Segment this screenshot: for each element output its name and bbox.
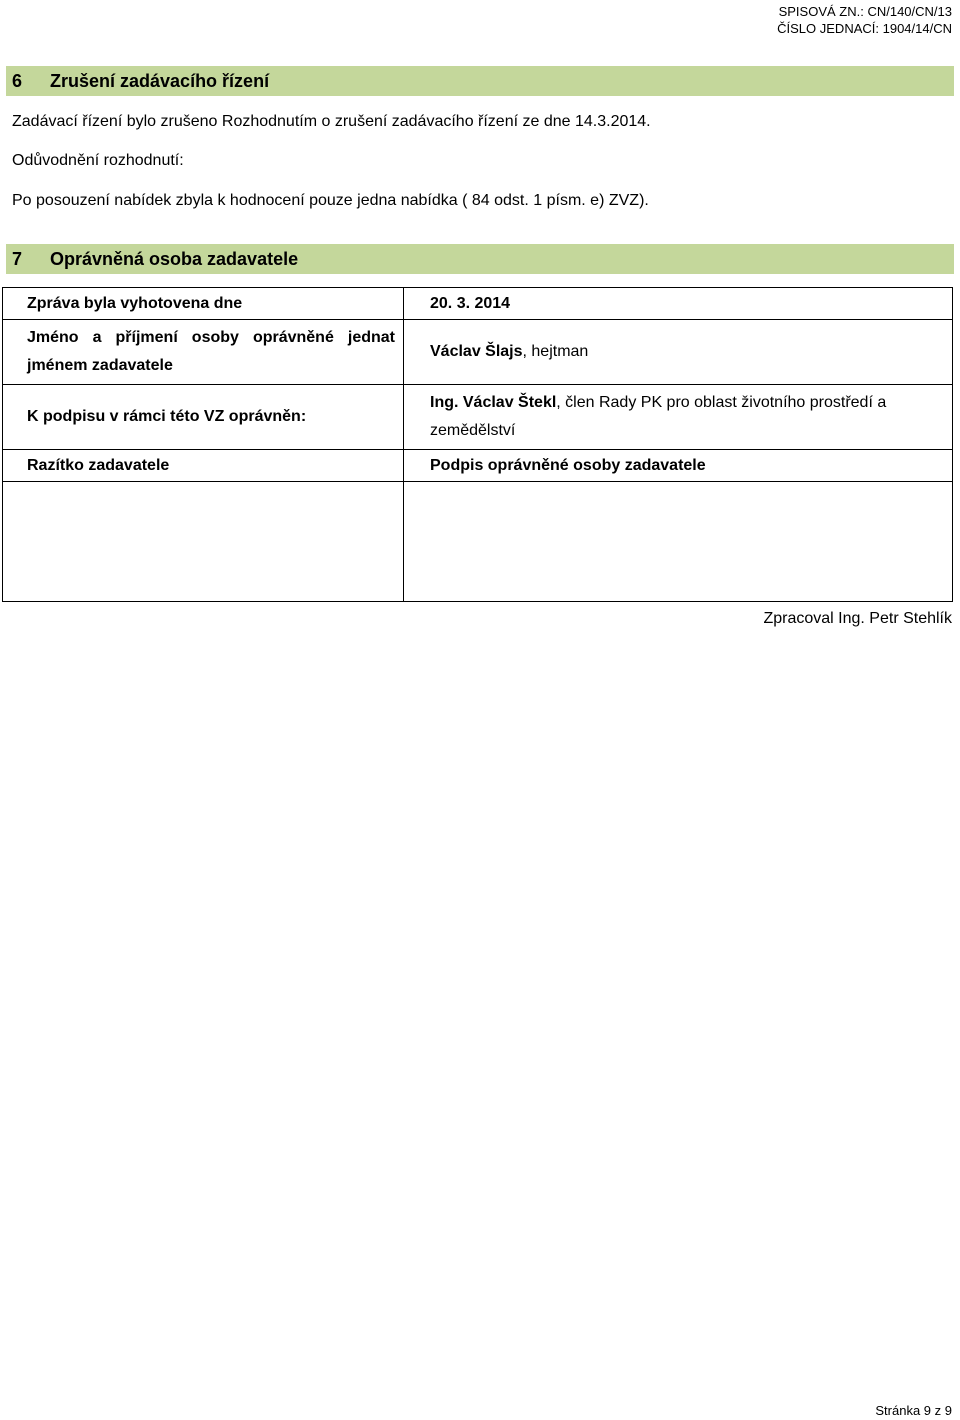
authorized-name-value: [404, 320, 953, 385]
document-reference: [777, 3, 952, 37]
report-date-label: Zpráva byla vyhotovena dne: [3, 288, 404, 320]
signature-area: [404, 482, 953, 602]
table-row: [3, 320, 953, 385]
reference-number: ČÍSLO JEDNACÍ: 1904/14/CN: [777, 21, 952, 36]
section-6-heading: [6, 66, 954, 96]
signatory-label: K podpisu v rámci této VZ oprávněn:: [3, 385, 404, 450]
table-row: [3, 482, 953, 602]
section-7-heading: [6, 244, 954, 274]
signature-label: Podpis oprávněné osoby zadavatele: [404, 450, 953, 482]
section-6-number: 6: [12, 71, 23, 91]
justification-label: Odůvodnění rozhodnutí:: [12, 152, 184, 169]
section-6-title: Zrušení zadávacího řízení: [50, 71, 270, 91]
section-7-title: Oprávněná osoba zadavatele: [50, 249, 299, 269]
authorized-name: Václav Šlajs: [430, 343, 523, 360]
section-7-number: 7: [12, 249, 23, 269]
stamp-label: Razítko zadavatele: [3, 450, 404, 482]
page-number: Stránka 9 z 9: [875, 1403, 952, 1418]
signatory-value: [404, 385, 953, 450]
stamp-area: [3, 482, 404, 602]
cancellation-paragraph: Zadávací řízení bylo zrušeno Rozhodnutím o zrušení zadávacího řízení ze dne 14.3.2014.: [12, 113, 651, 130]
authorized-name-label: Jméno a příjmení osoby oprávněné jednat jménem zadavatele: [3, 320, 404, 385]
authorized-role: , hejtman: [522, 343, 589, 360]
justification-paragraph: Po posouzení nabídek zbyla k hodnocení pouze jedna nabídka ( 84 odst. 1 písm. e) ZVZ).: [12, 192, 649, 209]
prepared-by: Zpracoval Ing. Petr Stehlík: [763, 610, 952, 627]
table-row: [3, 450, 953, 482]
authorized-person-table: [2, 287, 953, 602]
file-number: SPISOVÁ ZN.: CN/140/CN/13: [778, 4, 952, 19]
signatory-name: Ing. Václav Štekl: [430, 394, 557, 411]
table-row: [3, 288, 953, 320]
report-date-value: 20. 3. 2014: [404, 288, 953, 320]
signatory-role: , člen Rady PK pro oblast životního prostředí a zemědělství: [430, 394, 887, 439]
table-row: [3, 385, 953, 450]
